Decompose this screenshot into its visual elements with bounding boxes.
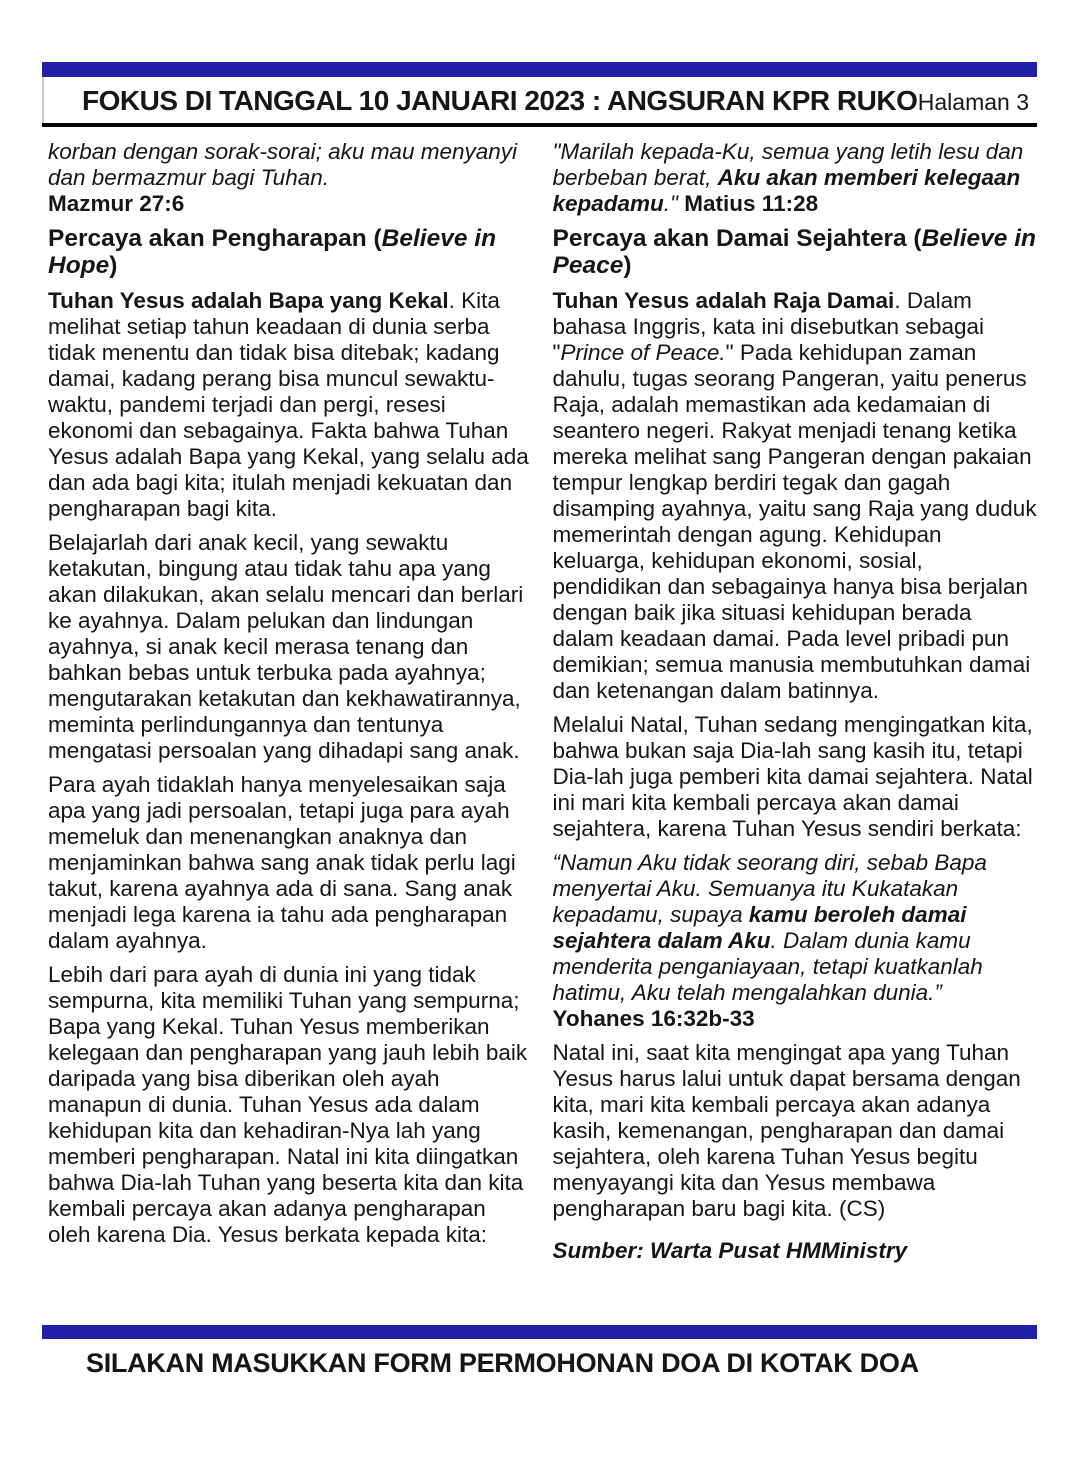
verse-reference: Mazmur 27:6	[48, 191, 185, 216]
footer-notice: SILAKAN MASUKKAN FORM PERMOHONAN DOA DI KOTAK DOA	[86, 1348, 919, 1378]
paragraph: Belajarlah dari anak kecil, yang sewaktu ketakutan, bingung atau tidak tahu apa yang akan dilakukan, akan selalu mencari dan berlari ke ayahnya. Dalam pelukan dan lindungan ayahnya, si anak kecil merasa tenang dan bahkan bebas untuk terbuka pada ayahnya; mengutarakan ketakutan dan kekhawatirannya, meminta perlindungannya dan tentunya mengatasi persoalan yang dihadapi sang anak.	[48, 530, 524, 763]
bulletin-page	[0, 62, 1080, 1470]
right-column	[553, 139, 1038, 1272]
scripture-quote: “Namun Aku tidak seorang diri, sebab Bapa menyertai Aku. Semuanya itu Kukatakan kepadamu, supaya kamu beroleh damai sejahtera dalam Aku. Dalam dunia kamu menderita penganiayaan, tetapi kuatkanlah hatimu, Aku telah mengalahkan dunia.” Yohanes 16:32b-33	[552, 850, 987, 1031]
paragraph: Para ayah tidaklah hanya menyelesaikan saja apa yang jadi persoalan, tetapi juga para ayah memeluk dan menenangkan anaknya dan menjaminkan bahwa sang anak tidak perlu lagi takut, karena ayahnya ada di sana. Sang anak menjadi lega karena ia tahu ada pengharapan dalam ayahnya.	[48, 772, 516, 953]
scripture-quote: korban dengan sorak-sorai; aku mau menyanyi dan bermazmur bagi Tuhan.	[48, 139, 518, 190]
page-content	[42, 62, 1037, 1379]
page-header	[42, 77, 1037, 123]
section-heading: Percaya akan Pengharapan (Believe in Hope)	[48, 225, 497, 279]
paragraph: Tuhan Yesus adalah Bapa yang Kekal. Kita melihat setiap tahun keadaan di dunia serba tidak menentu dan tidak bisa ditebak; kadang damai, kadang perang bisa muncul sewaktu-waktu, pandemi terjadi dan pergi, resesi ekonomi dan sebagainya. Fakta bahwa Tuhan Yesus adalah Bapa yang Kekal, yang selalu ada dan ada bagi kita; itulah menjadi kekuatan dan pengharapan bagi kita.	[48, 288, 529, 521]
paragraph: Tuhan Yesus adalah Raja Damai. Dalam bahasa Inggris, kata ini disebutkan sebagai "Prince of Peace." Pada kehidupan zaman dahulu, tugas seorang Pangeran, yaitu penerus Raja, adalah memastikan ada kedamaian di seantero negeri. Rakyat menjadi tenang ketika mereka melihat sang Pangeran dengan pakaian tempur lengkap berdiri tegak dan gagah disamping ayahnya, yaitu sang Raja yang duduk memerintah dengan agung. Kehidupan keluarga, kehidupan ekonomi, sosial, pendidikan dan sebagainya hanya bisa berjalan dengan baik jika situasi kehidupan berada dalam keadaan damai. Pada level pribadi pun demikian; semua manusia membutuhkan damai dan ketenangan dalam batinnya.	[552, 288, 1037, 703]
paragraph: Natal ini, saat kita mengingat apa yang Tuhan Yesus harus lalui untuk dapat bersama dengan kita, mari kita kembali percaya akan adanya kasih, kemenangan, pengharapan dan damai sejahtera, oleh karena Tuhan Yesus begitu menyayangi kita dan Yesus membawa pengharapan baru bagi kita. (CS)	[552, 1040, 1021, 1221]
scripture-quote: "Marilah kepada-Ku, semua yang letih lesu dan berbeban berat, Aku akan memberi kelegaan kepadamu." Matius 11:28	[552, 139, 1024, 216]
page-number: Halaman 3	[917, 89, 1029, 115]
section-heading: Percaya akan Damai Sejahtera (Believe in Peace)	[552, 225, 1036, 279]
paragraph: Lebih dari para ayah di dunia ini yang tidak sempurna, kita memiliki Tuhan yang sempurna; Bapa yang Kekal. Tuhan Yesus memberikan kelegaan dan pengharapan yang jauh lebih baik daripada yang bisa diberikan oleh ayah manapun di dunia. Tuhan Yesus ada dalam kehidupan kita dan kehadiran-Nya lah yang memberi pengharapan. Natal ini kita diingatkan bahwa Dia-lah Tuhan yang beserta kita dan kita kembali percaya akan adanya pengharapan oleh karena Dia. Yesus berkata kepada kita:	[48, 962, 528, 1247]
source-credit: Sumber: Warta Pusat HMMinistry	[552, 1238, 908, 1263]
left-column	[48, 139, 533, 1256]
bottom-accent-bar	[42, 1325, 1037, 1339]
paragraph: Melalui Natal, Tuhan sedang mengingatkan kita, bahwa bukan saja Dia-lah sang kasih itu, tetapi Dia-lah juga pemberi kita damai sejahtera. Natal ini mari kita kembali percaya akan damai sejahtera, karena Tuhan Yesus sendiri berkata:	[552, 712, 1033, 841]
article-body	[42, 127, 1037, 1319]
page-title: FOKUS DI TANGGAL 10 JANUARI 2023 : ANGSURAN KPR RUKO	[82, 85, 918, 116]
top-accent-bar	[42, 62, 1037, 77]
